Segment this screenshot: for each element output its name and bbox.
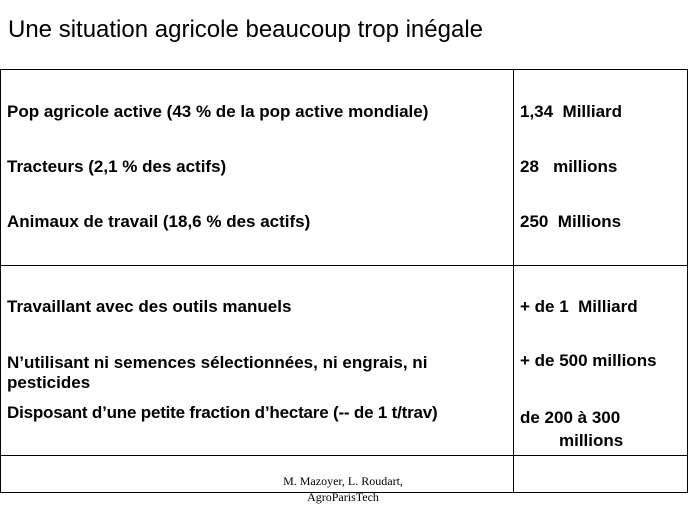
table-left-border	[0, 69, 1, 493]
footer-credit-line2: AgroParisTech	[307, 490, 379, 504]
table-top-border	[0, 69, 688, 70]
row-label-draft-animals: Animaux de travail (18,6 % des actifs)	[7, 212, 311, 231]
table-right-border	[687, 69, 688, 493]
footer-credit-line1: M. Mazoyer, L. Roudart,	[283, 474, 403, 488]
table-footer-divider	[0, 455, 688, 456]
page-title: Une situation agricole beaucoup trop inégale	[8, 16, 483, 43]
row-label-agricultural-population: Pop agricole active (43 % de la pop active mondiale)	[7, 102, 429, 121]
row-label-small-plot: Disposant d’une petite fraction d’hectare (-- de 1 t/trav)	[7, 403, 438, 422]
row-value-manual-tools: + de 1 Milliard	[520, 297, 638, 316]
table-section-divider	[0, 265, 688, 266]
table-column-divider	[513, 69, 514, 493]
row-value-small-plot-line1: de 200 à 300	[520, 408, 621, 427]
row-value-no-seeds-fertilizer: + de 500 millions	[520, 351, 657, 370]
row-value-draft-animals: 250 Millions	[520, 212, 622, 231]
row-label-tractors: Tracteurs (2,1 % des actifs)	[7, 157, 227, 176]
row-value-small-plot-line2: millions	[559, 431, 624, 450]
row-value-agricultural-population: 1,34 Milliard	[520, 102, 623, 121]
row-label-no-seeds-fertilizer: N’utilisant ni semences sélectionnées, ni engrais, ni pesticides	[7, 353, 428, 392]
row-value-tractors: 28 millions	[520, 157, 618, 176]
row-label-manual-tools: Travaillant avec des outils manuels	[7, 297, 292, 316]
